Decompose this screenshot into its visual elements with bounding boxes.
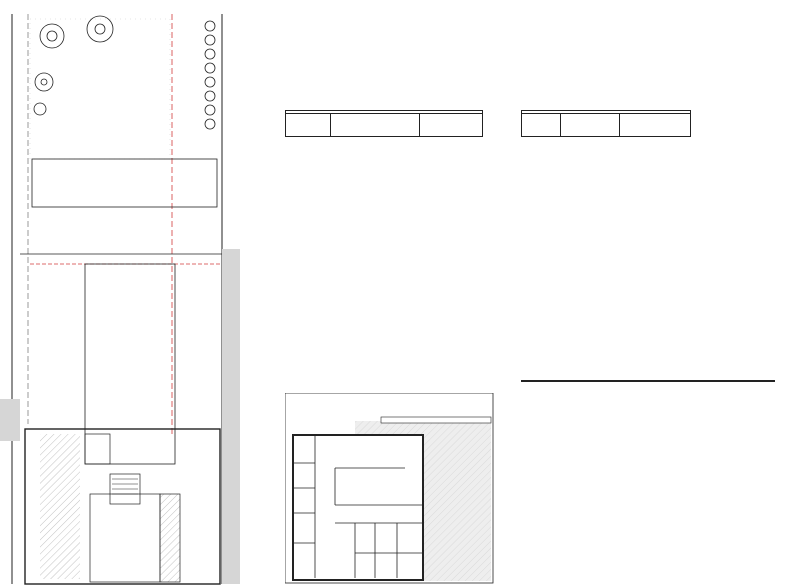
basement-col-number <box>522 114 561 137</box>
hedge-row <box>205 21 215 129</box>
ground-col-number <box>286 114 331 137</box>
ground-floor-room-table <box>285 110 483 137</box>
ground-floor-plan <box>0 14 245 586</box>
parking-row-top <box>32 159 217 207</box>
basement-col-area <box>620 114 691 137</box>
ground-col-name <box>331 114 420 137</box>
basement-room-table <box>521 110 691 137</box>
basement-col-name <box>561 114 620 137</box>
basement-storage-block <box>293 435 423 580</box>
total-net-area <box>521 380 775 382</box>
tree-group <box>34 16 113 115</box>
ground-col-area <box>420 114 483 137</box>
basement-plan <box>285 393 495 585</box>
